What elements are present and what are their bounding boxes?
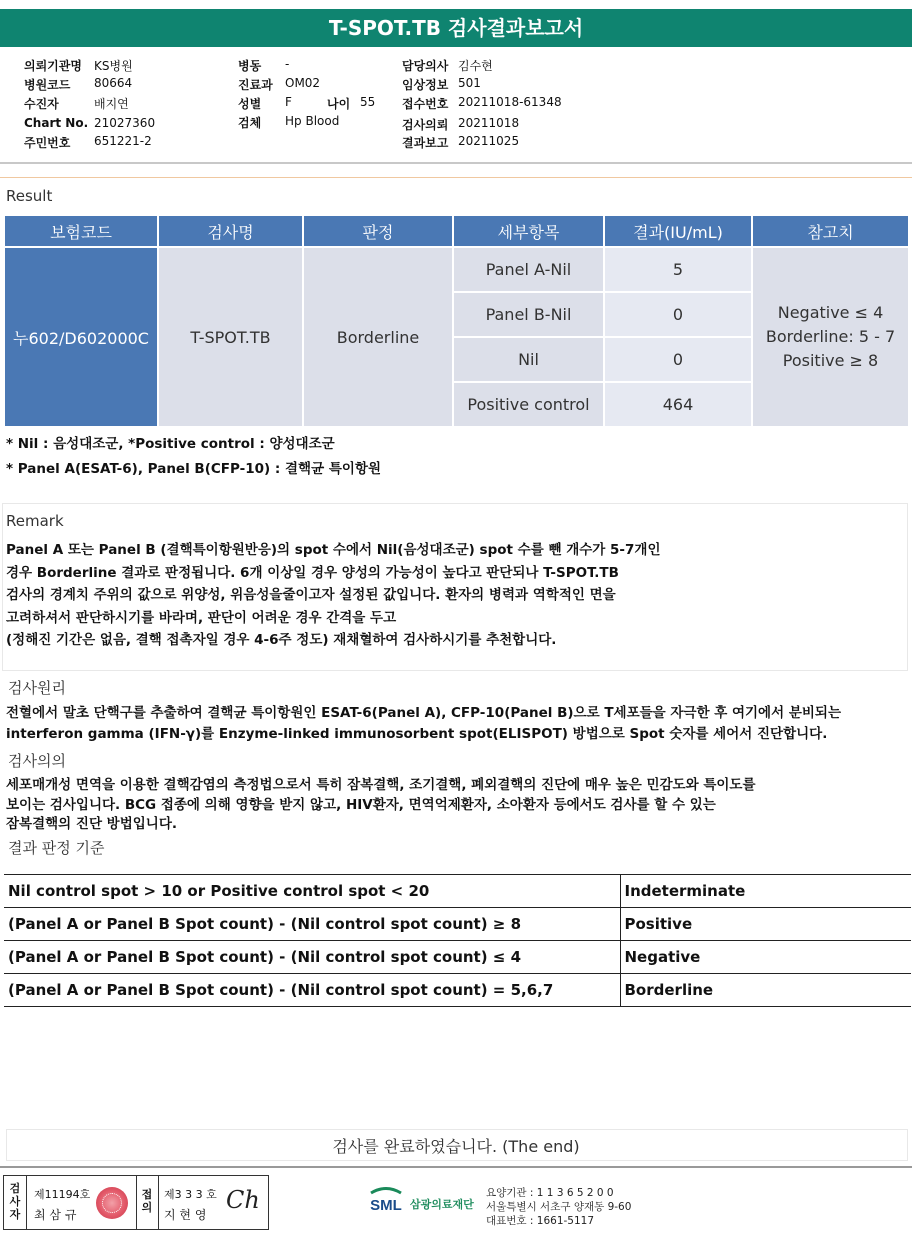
reviewer-name: 지 현 영	[164, 1208, 207, 1222]
info-value: 501	[458, 76, 481, 90]
header-detail-item: 세부항목	[454, 216, 603, 246]
result-section-label: Result	[6, 187, 53, 205]
info-label: 나이	[327, 97, 351, 111]
address-line: 요양기관 : 1 1 3 6 5 2 0 0	[486, 1187, 614, 1199]
info-label: 임상정보	[402, 78, 449, 92]
criteria-table	[4, 874, 911, 1007]
principle-line: 전혈에서 말초 단핵구를 추출하여 결핵균 특이항원인 ESAT-6(Panel A), CFP-10(Panel B)으로 T세포들을 자극한 후 여기에서 분비되는	[6, 705, 842, 721]
info-value: 20211018-61348	[458, 95, 562, 109]
info-value: KS병원	[94, 59, 133, 73]
info-value: 20211025	[458, 134, 520, 148]
remark-line: 검사의 경계치 주위의 값으로 위양성, 위음성을줄이고자 설정된 값입니다. 환자의 병력과 역학적인 면을	[6, 587, 616, 603]
reference-line: Negative ≤ 4	[777, 303, 884, 322]
info-label: 주민번호	[24, 136, 71, 150]
criteria-result: Borderline	[620, 974, 911, 1007]
end-text: 검사를 완료하였습니다. (The end)	[332, 1137, 580, 1156]
address-line: 대표번호 : 1661-5117	[486, 1215, 595, 1227]
signature-box	[3, 1175, 269, 1230]
criteria-condition: Nil control spot > 10 or Positive control spot < 20	[4, 875, 620, 908]
info-label: 결과보고	[402, 136, 449, 150]
principle-line: interferon gamma (IFN-γ)를 Enzyme-linked immunosorbent spot(ELISPOT) 방법으로 Spot 숫자를 세어서 진단합니다.	[6, 726, 828, 742]
info-label: 병원코드	[24, 78, 71, 92]
reviewer-vertical-label: 접의	[141, 1188, 153, 1214]
significance-line: 보이는 검사입니다. BCG 접종에 의해 영향을 받지 않고, HIV환자, 면역억제환자, 소아환자 등에서도 검사를 할 수 있는	[6, 796, 716, 813]
info-value: F	[285, 95, 292, 109]
sml-logo-icon	[365, 1184, 407, 1216]
tester-license: 제11194호	[34, 1188, 91, 1201]
org-name: 삼광의료재단	[410, 1198, 474, 1211]
result-value-cell: 464	[605, 383, 751, 426]
significance-text	[6, 776, 756, 835]
criteria-condition: (Panel A or Panel B Spot count) - (Nil control spot count) ≤ 4	[4, 941, 620, 974]
principle-label: 검사원리	[8, 679, 66, 697]
info-label: Chart No.	[24, 116, 89, 130]
result-note: * Nil : 음성대조군, *Positive control : 양성대조군	[6, 436, 335, 452]
info-value: 80664	[94, 76, 133, 90]
result-value-cell: 0	[605, 293, 751, 336]
info-label: 병동	[238, 59, 262, 73]
patient-info	[0, 55, 912, 155]
report-title: T-SPOT.TB 검사결과보고서	[0, 9, 912, 47]
remark-line: Panel A 또는 Panel B (결핵특이항원반응)의 spot 수에서 Nil(음성대조군) spot 수를 뺀 개수가 5-7개인	[6, 542, 661, 558]
result-value-cell: 5	[605, 248, 751, 291]
divider	[0, 162, 912, 164]
reference-cell	[753, 248, 908, 426]
divider	[136, 1176, 137, 1229]
principle-text	[6, 703, 841, 745]
result-value-cell: 0	[605, 338, 751, 381]
info-value: 배지연	[94, 97, 129, 111]
info-value: -	[285, 57, 290, 71]
remark-line: 경우 Borderline 결과로 판정됩니다. 6개 이상일 경우 양성의 가능성이 높다고 판단되나 T-SPOT.TB	[6, 564, 619, 581]
info-value: 김수현	[458, 59, 493, 73]
criteria-result: Negative	[620, 941, 911, 974]
criteria-label: 결과 판정 기준	[8, 839, 105, 857]
detail-item-cell: Panel A-Nil	[454, 248, 603, 291]
address-line: 서울특별시 서초구 양재동 9-60	[486, 1201, 632, 1213]
info-value: 55	[360, 95, 376, 109]
header-judgement: 판정	[304, 216, 452, 246]
reference-line: Positive ≥ 8	[782, 351, 879, 370]
info-value: Hp Blood	[285, 114, 340, 128]
table-row	[5, 248, 908, 291]
info-label: 진료과	[238, 78, 273, 92]
info-label: 성별	[238, 97, 262, 111]
result-table	[3, 214, 910, 428]
header-reference: 참고치	[753, 216, 908, 246]
table-row	[4, 875, 911, 908]
criteria-condition: (Panel A or Panel B Spot count) - (Nil control spot count) ≥ 8	[4, 908, 620, 941]
info-value: 21027360	[94, 116, 156, 130]
seal-icon	[96, 1187, 128, 1219]
info-label: 의뢰기관명	[24, 59, 82, 73]
result-note: * Panel A(ESAT-6), Panel B(CFP-10) : 결핵균 특이항원	[6, 461, 382, 477]
significance-line: 잠복결핵의 진단 방법입니다.	[6, 816, 178, 832]
divider	[158, 1176, 159, 1229]
info-label: 검체	[238, 116, 262, 130]
sml-logo-text: SML	[370, 1197, 402, 1214]
info-label: 접수번호	[402, 97, 449, 111]
criteria-condition: (Panel A or Panel B Spot count) - (Nil control spot count) = 5,6,7	[4, 974, 620, 1007]
test-name-cell: T-SPOT.TB	[159, 248, 302, 426]
table-row	[4, 941, 911, 974]
insurance-code-cell: 누602/D602000C	[5, 248, 157, 426]
info-value: 20211018	[458, 116, 520, 130]
result-header-row	[5, 216, 908, 246]
info-value: 651221-2	[94, 134, 152, 148]
reviewer-license: 제3 3 3 호	[164, 1188, 217, 1201]
remark-label: Remark	[6, 512, 64, 530]
criteria-result: Indeterminate	[620, 875, 911, 908]
detail-item-cell: Nil	[454, 338, 603, 381]
footer-divider	[0, 1166, 912, 1168]
detail-item-cell: Panel B-Nil	[454, 293, 603, 336]
divider	[0, 177, 912, 178]
judgement-cell: Borderline	[304, 248, 452, 426]
table-row	[4, 974, 911, 1007]
signature-icon: Ch	[226, 1186, 260, 1214]
divider	[26, 1176, 27, 1229]
table-row	[4, 908, 911, 941]
info-label: 담당의사	[402, 59, 449, 73]
info-value: OM02	[285, 76, 321, 90]
tester-vertical-label: 검사자	[9, 1182, 21, 1221]
significance-label: 검사의의	[8, 752, 66, 770]
remark-text	[6, 539, 661, 652]
header-insurance-code: 보험코드	[5, 216, 157, 246]
reference-line: Borderline: 5 - 7	[765, 327, 896, 346]
significance-line: 세포매개성 면역을 이용한 결핵감염의 측정법으로서 특히 잠복결핵, 조기결핵, 폐외결핵의 진단에 매우 높은 민감도와 특이도를	[6, 777, 756, 793]
info-label: 검사의뢰	[402, 118, 449, 132]
remark-line: 고려하셔서 판단하시기를 바라며, 판단이 어려운 경우 간격을 두고	[6, 609, 397, 626]
criteria-result: Positive	[620, 908, 911, 941]
detail-item-cell: Positive control	[454, 383, 603, 426]
tester-name: 최 삼 규	[34, 1208, 77, 1222]
header-result-value: 결과(IU/mL)	[605, 216, 751, 246]
remark-line: (정해진 기간은 없음, 결핵 접촉자일 경우 4-6주 정도) 재채혈하여 검사하시기를 추천합니다.	[6, 632, 557, 648]
info-label: 수진자	[24, 97, 59, 111]
header-test-name: 검사명	[159, 216, 302, 246]
